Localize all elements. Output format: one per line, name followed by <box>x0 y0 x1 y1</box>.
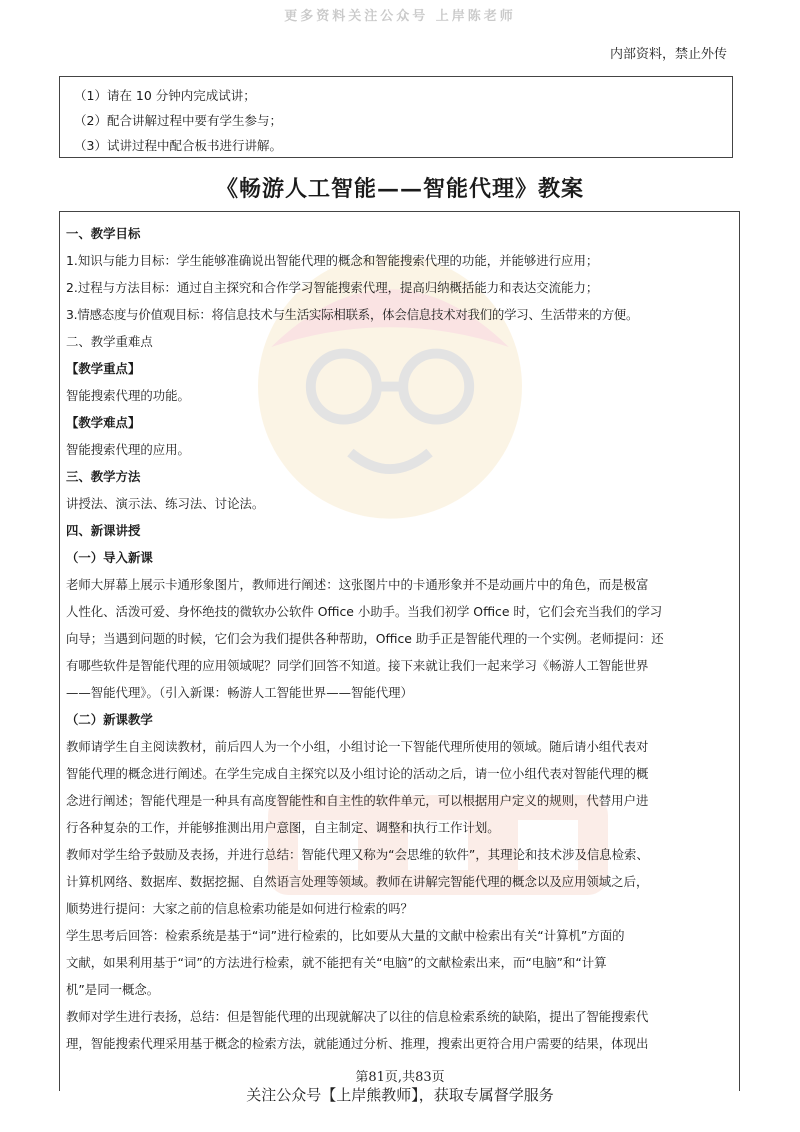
subsection-heading-intro: （一）导入新课 <box>66 550 153 565</box>
paragraph-line: 有哪些软件是智能代理的应用领域呢？同学们回答不知道。接下来就让我们一起来学习《畅游人工智能世界 <box>66 658 649 673</box>
subsection-heading-teaching: （二）新课教学 <box>66 712 153 727</box>
methods-text: 讲授法、演示法、练习法、讨论法。 <box>66 496 265 511</box>
section-heading-new-lesson: 四、新课讲授 <box>66 523 141 538</box>
paragraph-line: 顺势进行提问：大家之前的信息检索功能是如何进行检索的吗？ <box>66 901 413 916</box>
section-heading-keypoints: 二、教学重难点 <box>66 334 153 349</box>
paragraph-line: 行各种复杂的工作，并能够推测出用户意图，自主制定、调整和执行工作计划。 <box>66 820 500 835</box>
difficulty-label: 【教学难点】 <box>66 415 141 430</box>
paragraph-line: 教师对学生进行表扬，总结：但是智能代理的出现就解决了以往的信息检索系统的缺陷，提出了智能搜索代 <box>66 1009 649 1024</box>
objective-item: 2.过程与方法目标：通过自主探究和合作学习智能搜索代理，提高归纳概括能力和表达交流能力； <box>66 280 599 295</box>
paragraph-line: 向导；当遇到问题的时候，它们会为我们提供各种帮助，Office 助手正是智能代理的一个实例。老师提问：还 <box>66 631 664 646</box>
top-watermark: 更多资料关注公众号 上岸陈老师 <box>284 9 516 24</box>
key-point-label: 【教学重点】 <box>66 361 141 376</box>
requirements-box <box>59 76 733 158</box>
confidential-notice: 内部资料，禁止外传 <box>609 47 727 62</box>
paragraph-line: 计算机网络、数据库、数据挖掘、自然语言处理等领域。教师在讲解完智能代理的概念以及应用领域之后， <box>66 874 649 889</box>
paragraph-line: 机”是同一概念。 <box>66 982 160 997</box>
difficulty-text: 智能搜索代理的应用。 <box>66 442 190 457</box>
document-title: 《畅游人工智能——智能代理》教案 <box>215 176 584 202</box>
paragraph-line: 学生思考后回答：检索系统是基于“词”进行检索的，比如要从大量的文献中检索出有关“计算机”方面的 <box>66 928 625 943</box>
paragraph-line: 智能代理的概念进行阐述。在学生完成自主探究以及小组讨论的活动之后，请一位小组代表对智能代理的概 <box>66 766 649 781</box>
paragraph-line: 文献，如果利用基于“词”的方法进行检索，就不能把有关“电脑”的文献检索出来，而“电脑”和“计算 <box>66 955 607 970</box>
paragraph-line: 教师对学生给予鼓励及表扬，并进行总结：智能代理又称为“会思维的软件”，其理论和技术涉及信息检索、 <box>66 847 649 862</box>
requirement-item: （3）试讲过程中配合板书进行讲解。 <box>74 138 282 153</box>
key-point-text: 智能搜索代理的功能。 <box>66 388 190 403</box>
section-heading-objectives: 一、教学目标 <box>66 226 141 241</box>
paragraph-line: 人性化、活泼可爱、身怀绝技的微软办公软件 Office 小助手。当我们初学 Office 时，它们会充当我们的学习 <box>66 604 663 619</box>
paragraph-line: 念进行阐述；智能代理是一种具有高度智能性和自主性的软件单元，可以根据用户定义的规则，代替用户进 <box>66 793 649 808</box>
requirement-item: （1）请在 10 分钟内完成试讲； <box>74 88 256 103</box>
paragraph-line: ——智能代理》。（引入新课：畅游人工智能世界——智能代理） <box>66 685 413 700</box>
paragraph-line: 教师请学生自主阅读教材，前后四人为一个小组，小组讨论一下智能代理所使用的领域。随后请小组代表对 <box>66 739 649 754</box>
lesson-plan-body <box>59 211 740 1091</box>
footer-promo: 关注公众号【上岸熊教师】，获取专属督学服务 <box>246 1086 554 1104</box>
objective-item: 3.情感态度与价值观目标：将信息技术与生活实际相联系，体会信息技术对我们的学习、生活带来的方便。 <box>66 307 639 322</box>
paragraph-line: 老师大屏幕上展示卡通形象图片，教师进行阐述：这张图片中的卡通形象并不是动画片中的角色，而是极富 <box>66 577 649 592</box>
objective-item: 1.知识与能力目标：学生能够准确说出智能代理的概念和智能搜索代理的功能，并能够进行应用； <box>66 253 599 268</box>
section-heading-methods: 三、教学方法 <box>66 469 141 484</box>
page-number: 第81页,共83页 <box>355 1070 445 1085</box>
paragraph-line: 理，智能搜索代理采用基于概念的检索方法，就能通过分析、推理，搜索出更符合用户需要的结果，体现出 <box>66 1036 649 1051</box>
requirement-item: （2）配合讲解过程中要有学生参与； <box>74 113 282 128</box>
